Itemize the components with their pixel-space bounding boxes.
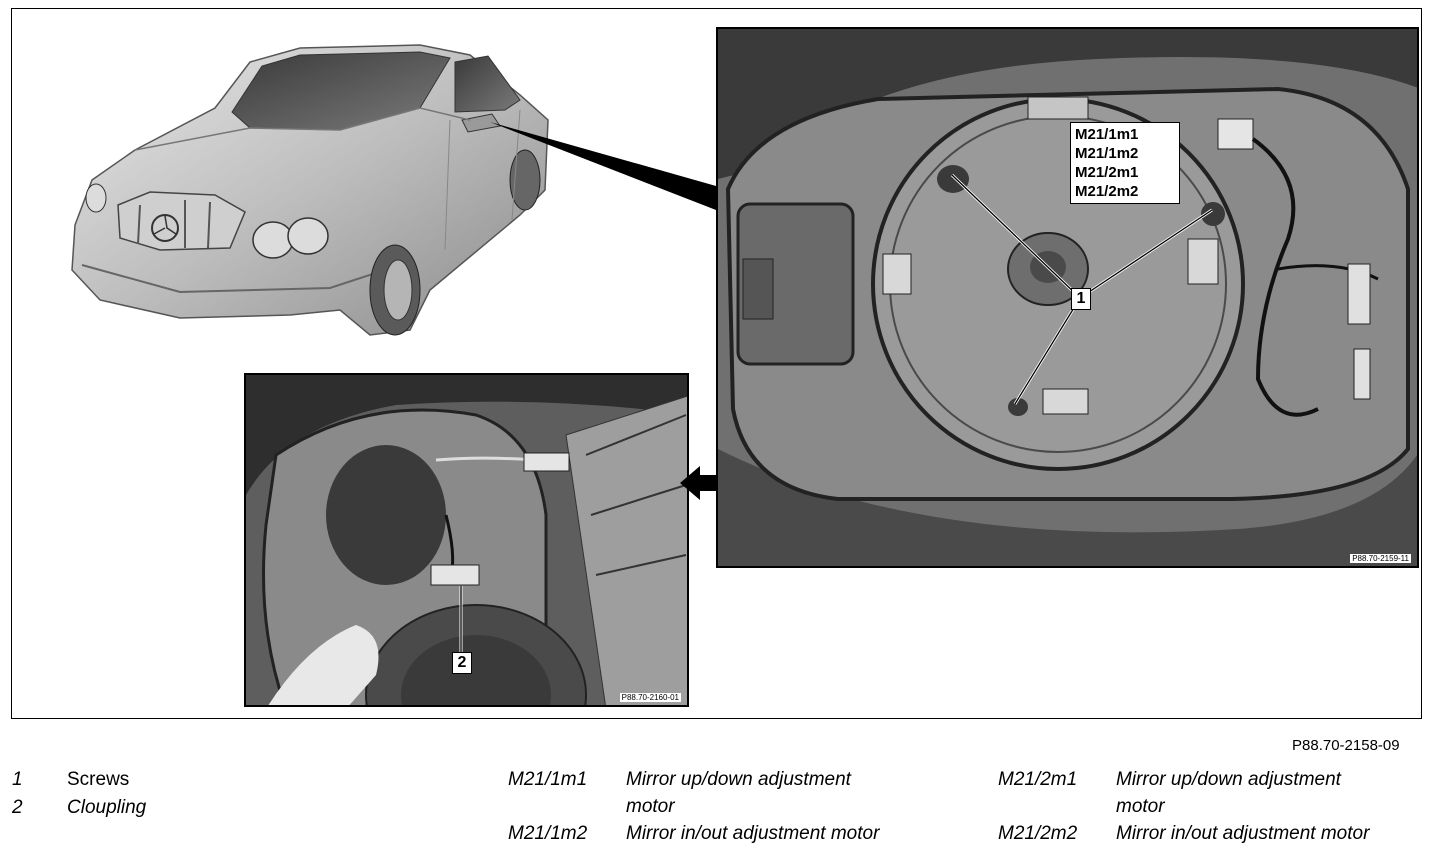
callout-screws: 1 [1071, 288, 1091, 310]
legend-code-m21-1m2: M21/1m2 [508, 823, 588, 844]
motor-callout [1070, 122, 1180, 204]
legend-text-m21-1m1: Mirror up/down adjustment [626, 769, 851, 790]
legend-text-coupling: Cloupling [67, 797, 147, 818]
legend-code-m21-2m1: M21/2m1 [998, 769, 1078, 790]
legend-text-m21-2m1-cont: motor [1116, 796, 1165, 817]
legend-code-m21-2m2: M21/2m2 [998, 823, 1078, 844]
legend-text-m21-1m2: Mirror in/out adjustment motor [626, 823, 880, 844]
callout-m21-2m2: M21/2m2 [1075, 183, 1139, 200]
big-photo-reference-code: P88.70-2159-11 [1352, 554, 1409, 563]
legend-text-m21-1m1-cont: motor [626, 796, 675, 817]
legend-num-1: 1 [12, 769, 23, 790]
callout-coupling: 2 [452, 652, 472, 674]
legend-text-screws: Screws [67, 769, 130, 790]
callout-m21-1m2: M21/1m2 [1075, 145, 1139, 162]
small-photo-reference-code: P88.70-2160-01 [621, 693, 679, 702]
legend-text-m21-2m2: Mirror in/out adjustment motor [1116, 823, 1370, 844]
figure-code: P88.70-2158-09 [1292, 737, 1400, 754]
legend-text-m21-2m1: Mirror up/down adjustment [1116, 769, 1341, 790]
callout-m21-1m1: M21/1m1 [1075, 126, 1139, 143]
legend-num-2: 2 [12, 797, 23, 818]
callout-m21-2m1: M21/2m1 [1075, 164, 1139, 181]
legend-code-m21-1m1: M21/1m1 [508, 769, 588, 790]
